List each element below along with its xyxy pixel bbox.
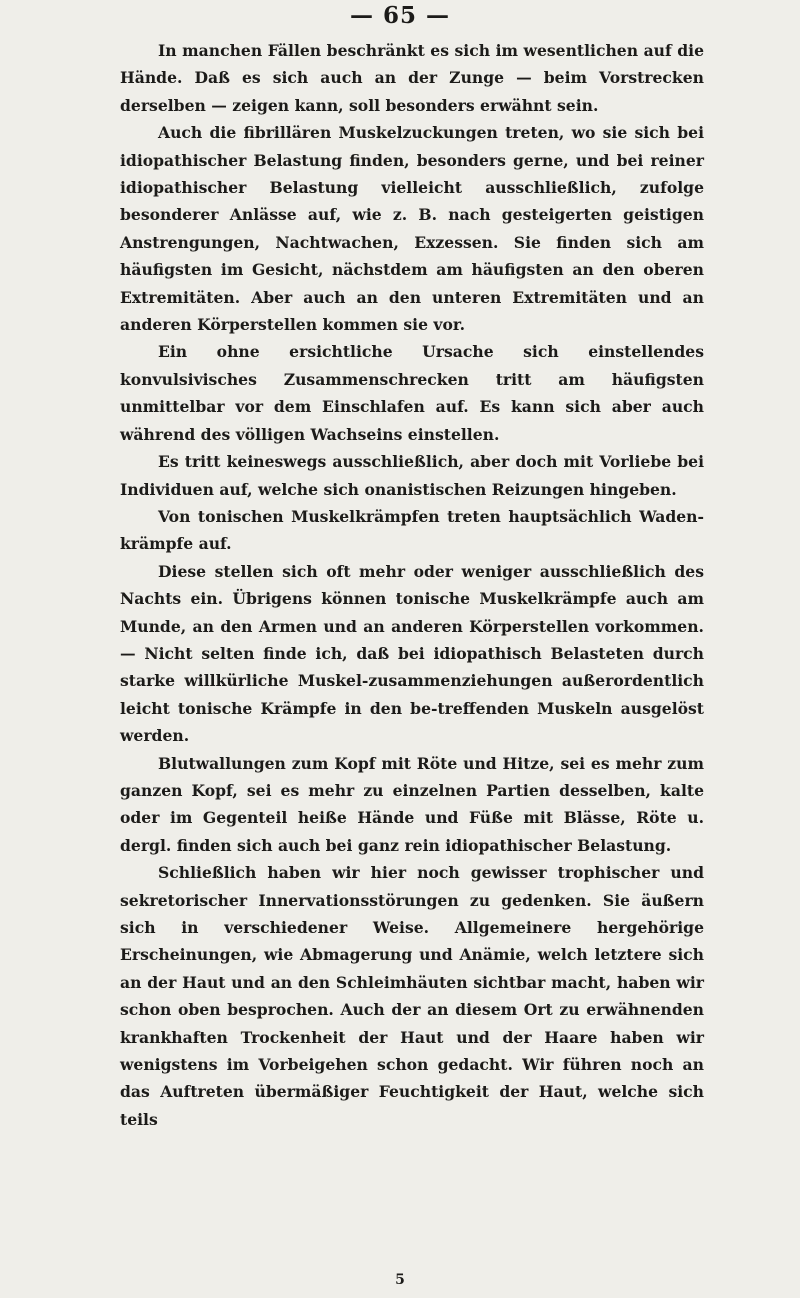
paragraph: Auch die fibrillären Muskelzuckungen treten, wo sie sich bei idiopathischer Belastung finden, besonders gerne, und bei reiner idiopathischer Belastung vielleicht ausschließlich, zufolge besonderer Anlässe auf, wie z. B. nach gesteigerten geistigen Anstrengungen, Nachtwachen, Exzessen. Sie finden sich am häufigsten im Gesicht, nächstdem am häufigsten an den oberen Extremitäten. Aber auch an den unteren Extremitäten und an anderen Körperstellen kommen sie vor. xyxy=(120,123,704,335)
paragraph: Es tritt keineswegs ausschließlich, aber doch mit Vorliebe bei Individuen auf, welche sich onanistischen Reizungen hingeben. xyxy=(120,452,704,499)
paragraph: Schließlich haben wir hier noch gewisser trophischer und sekretorischer Innervationsstörungen zu gedenken. Sie äußern sich in verschiedener Weise. Allgemeinere hergehörige Erscheinungen, wie Abmagerung und Anämie, welch letztere sich an der Haut und an den Schleimhäuten sichtbar macht, haben wir schon oben besprochen. Auch der an diesem Ort zu erwähnenden krankhaften Trockenheit der Haut und der Haare haben wir wenigstens im Vorbeigehen schon gedacht. Wir führen noch an das Auftreten übermäßiger Feuchtigkeit der Haut, welche sich teils xyxy=(120,863,704,1129)
signature-mark: 5 xyxy=(395,1272,405,1288)
paragraph: In manchen Fällen beschränkt es sich im wesentlichen auf die Hände. Daß es sich auch an der Zunge — beim Vorstrecken derselben — zeigen kann, soll besonders erwähnt sein. xyxy=(120,41,704,115)
page-number: — 65 — xyxy=(349,2,451,29)
paragraph: Blutwallungen zum Kopf mit Röte und Hitze, sei es mehr zum ganzen Kopf, sei es mehr zu einzelnen Partien desselben, kalte oder im Gegenteil heiße Hände und Füße mit Blässe, Röte u. dergl. finden sich auch bei ganz rein idiopathischer Belastung. xyxy=(120,753,704,855)
paragraph: Diese stellen sich oft mehr oder weniger ausschließlich des Nachts ein. Übrigens können tonische Muskelkrämpfe auch am Munde, an den Armen und an anderen Körperstellen vorkommen. — Nicht selten finde ich, daß bei idiopathisch Belasteten durch starke willkürliche Muskel-zusammenziehungen außerordentlich leicht tonische Krämpfe in den be-treffenden Muskeln ausgelöst werden. xyxy=(120,561,704,746)
body-text xyxy=(120,37,704,1133)
paragraph: Ein ohne ersichtliche Ursache sich einstellendes konvulsivisches Zusammenschrecken tritt am häufigsten unmittelbar vor dem Einschlafen auf. Es kann sich aber auch während des völligen Wachseins einstellen. xyxy=(120,342,704,444)
paragraph: Von tonischen Muskelkrämpfen treten hauptsächlich Waden-krämpfe auf. xyxy=(120,506,704,554)
